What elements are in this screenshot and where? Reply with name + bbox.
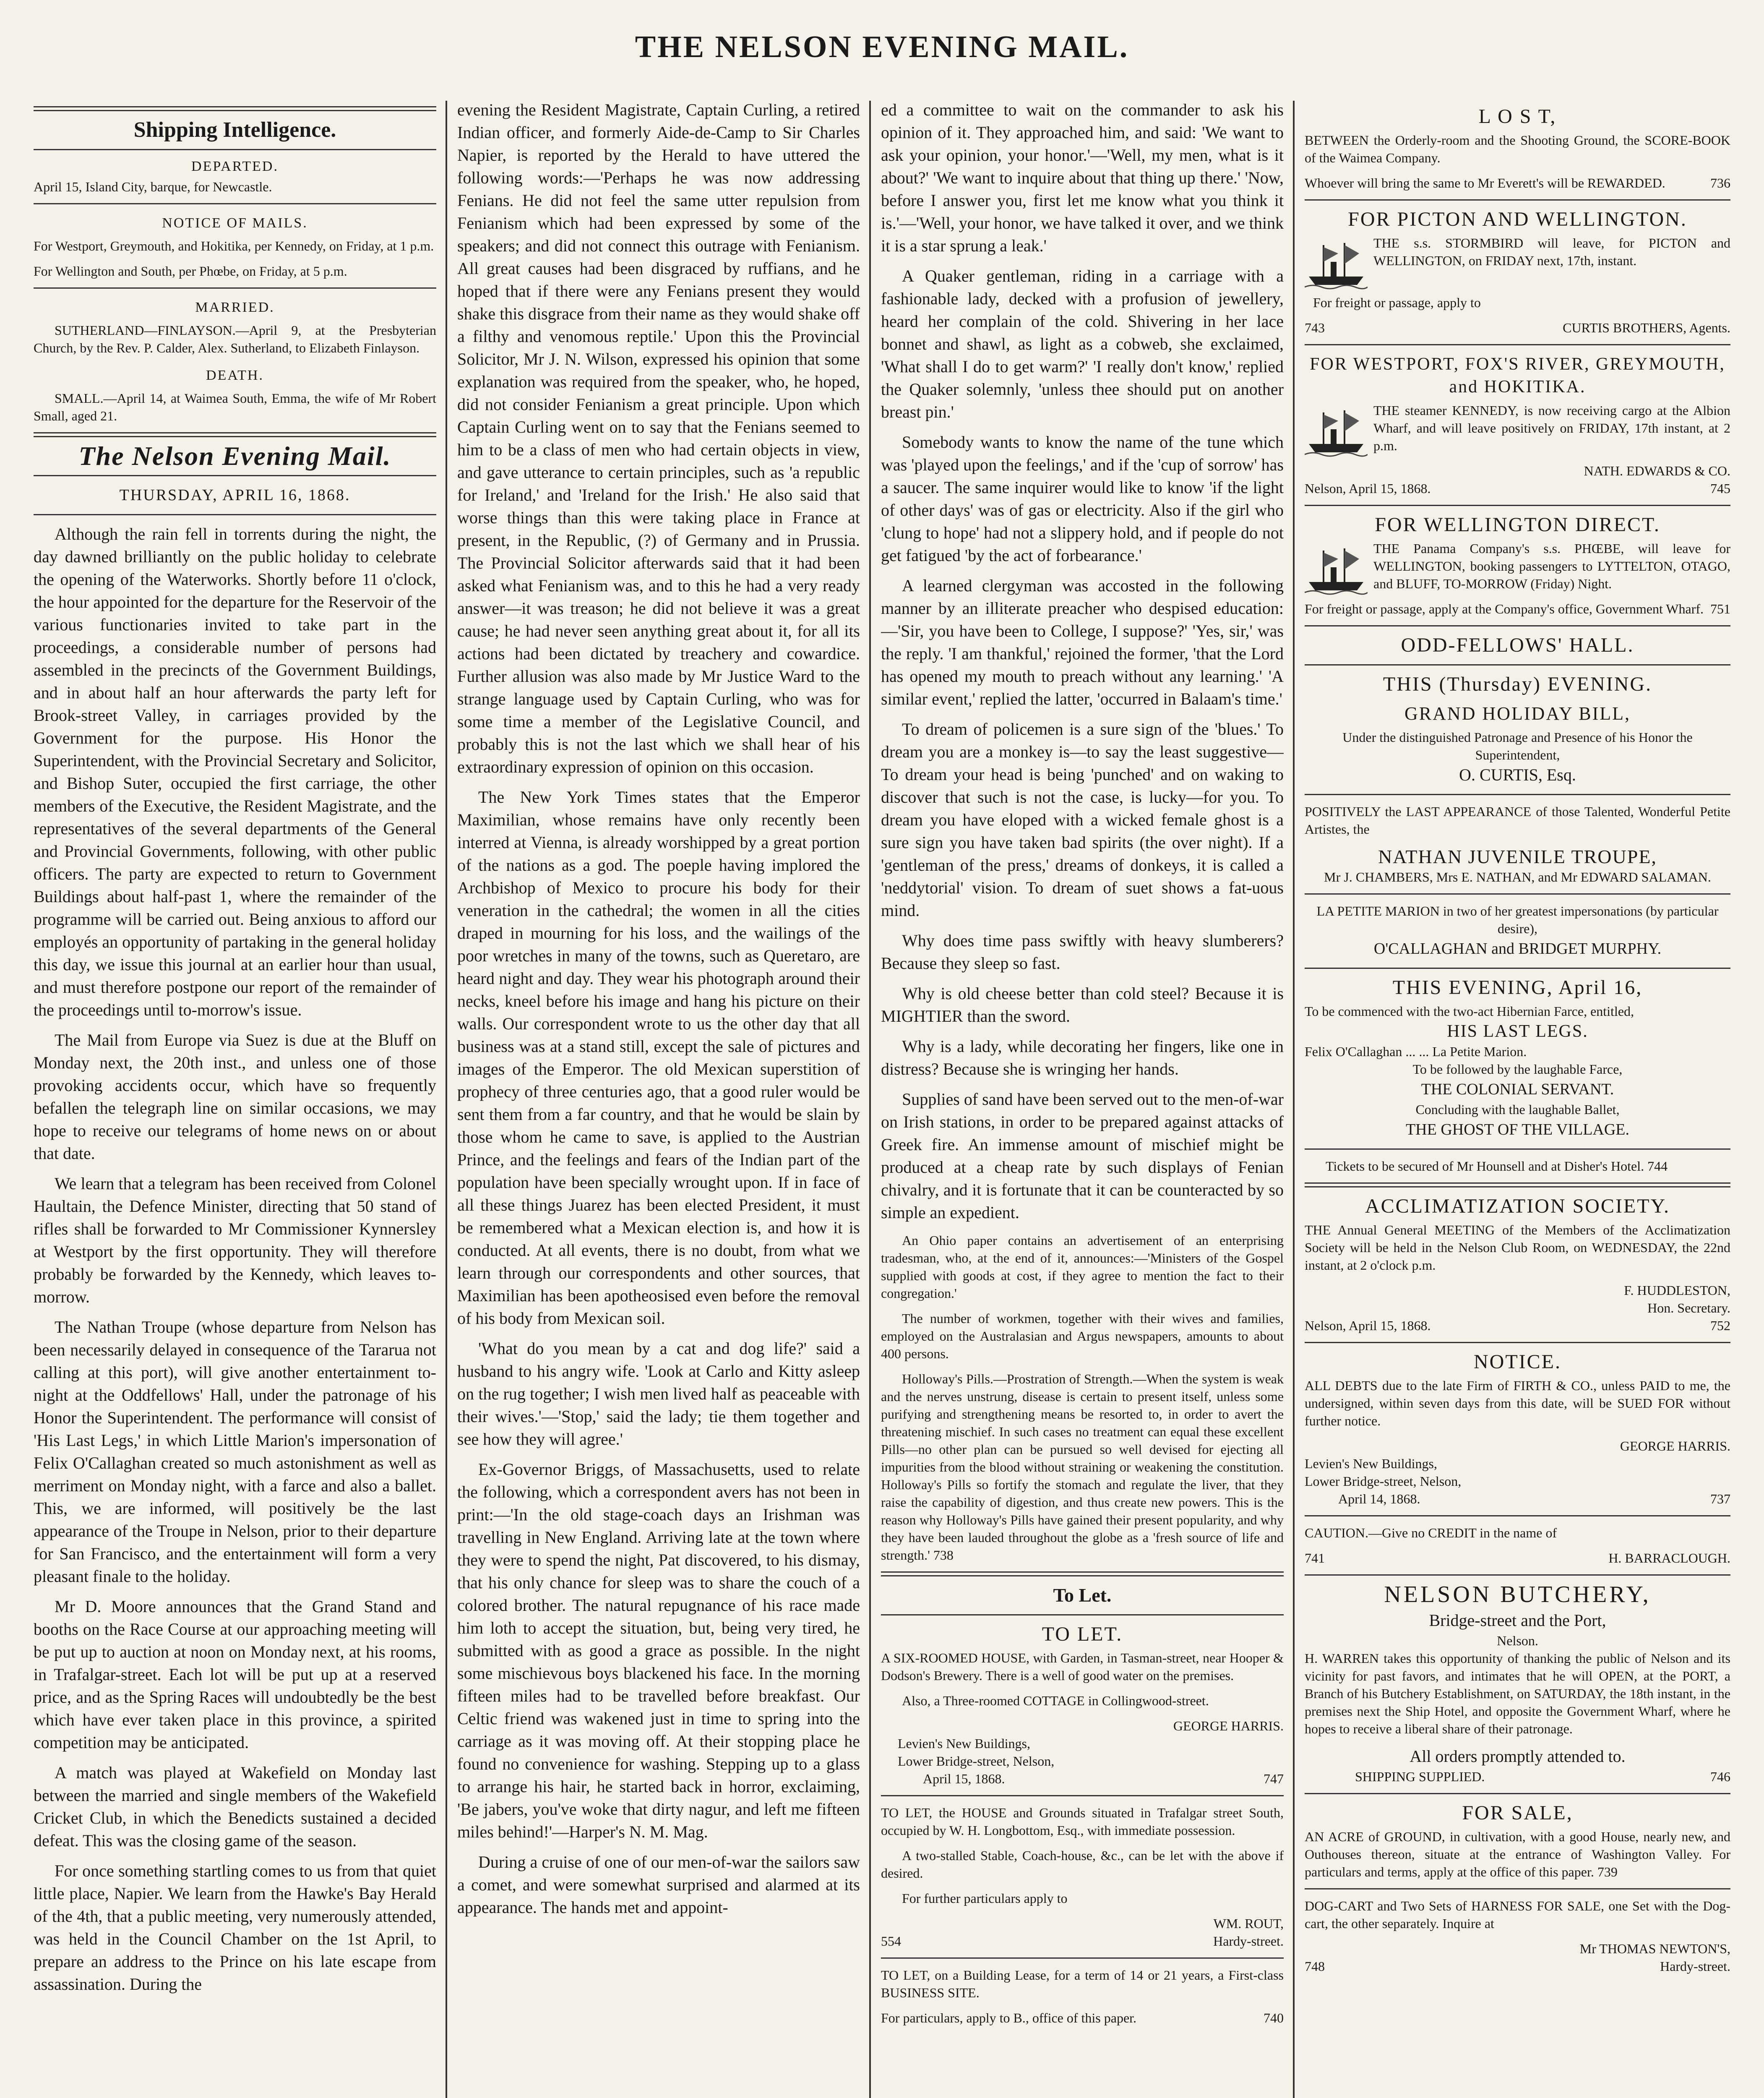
ad-text: TO LET, on a Building Lease, for a term of 14 or 21 years, a First-class BUSINESS SITE. [881,1968,1284,2000]
ad-text: DOG-CART and Two Sets of HARNESS FOR SALE, one Set with the Dog-cart, the other separately. Inquire at [1305,1898,1730,1931]
ad-signature: WM. ROUT, [1213,1916,1284,1931]
column-rule [869,101,871,2098]
ad-text: TO LET, the HOUSE and Grounds situated in Trafalgar street South, occupied by W. H. Longbottom, Esq., with immediate possession. [881,1805,1284,1838]
curtis-line: O. CURTIS, Esq. [1459,765,1576,784]
article-paragraph: The number of workmen, together with their wives and families, employed on the Australasian and Argus newspapers, amounts to about 400 persons. [881,1311,1284,1361]
article-paragraph: We learn that a telegram has been received from Colonel Haultain, the Defence Minister, directing that 50 stand of rifles shall be forwarded to Mr Commissioner Kynnersley at Westport by the first opportunity. They will therefore probably be forwarded by the Kennedy, which leaves to-morrow. [34,1174,436,1306]
ad-signature-title: Hon. Secretary. [1647,1300,1730,1315]
ad-footer: April 15, 1868. 747 [881,1770,1284,1787]
rule [34,287,436,289]
ad-number: 748 [1305,1959,1325,1974]
rule [881,1795,1284,1796]
ad-footer: Nelson, April 15, 1868. 752 [1305,1317,1730,1334]
article-paragraph: Ex-Governor Briggs, of Massachusetts, used to relate the following, which a correspondent avers has not been in print:—'In the old stage-coach days an Irishman was travelling in New England. Arriving late at the town where they were to spend the night, Pat discovered, to his dismay, that his only chance for sleep was to share the couch of a colored brother. The natural repugnance of his race made him loth to accept the situation, but, being very tired, he submitted with as good a grace as possible. In the night some mischievous boys blackened his face. In the morning fifteen miles had to be travelled before breakfast. Our Celtic friend was wakened just in time to spring into the carriage as it was moving off. At their stopping place he found no convenience for washing. Stepping up to a glass to arrange his hair, he started back in horror, exclaiming, 'Be jabers, you've woke that dirty nagur, and left me fifteen miles behind!'—Harper's N. M. Mag. [457,1460,860,1841]
rule [1305,794,1730,795]
article-paragraph: The Mail from Europe via Suez is due at the Bluff on Monday next, the 20th inst., and unless one of those provoking accidents occur, which have so frequently befallen the telegraph line on similar occasions, we may hope to receive our telegrams of home news on or about that date. [34,1031,436,1163]
this-evening-line: THIS EVENING, April 16, [1392,976,1643,999]
rule [881,1957,1284,1959]
mails-text: For Wellington and South, per Phœbe, on Friday, at 5 p.m. [34,264,347,279]
article-paragraph: A learned clergyman was accosted in the following manner by an illiterate preacher who despised education:—'Sir, you have been to College, I suppose?' 'Yes, sir,' was the reply. 'I am thankful,' rejoined the former, 'that the Lord has opened my mouth to preach without any learning.' 'A similar event,' replied the latter, 'occurred in Balaam's time.' [881,576,1284,708]
concluding-line: Concluding with the laughable Ballet, [1415,1102,1620,1117]
steamship-icon [1305,542,1368,597]
to-let-heading: TO LET. [1042,1623,1123,1645]
article-paragraph: 'What do you mean by a cat and dog life?' said a husband to his angry wife. 'Look at Carlo and Kitty asleep on the rug together; I wish men lived half as peaceable with their wives.'—'Stop,' said the lady; tie them together and see how they will agree.' [457,1339,860,1448]
rule [34,475,436,476]
ad-address: Levien's New Buildings, [1305,1456,1437,1471]
ad-number: 747 [1264,1771,1284,1786]
ad-number: 738 [933,1547,954,1563]
ad-signature: F. HUDDLESTON, [1624,1283,1730,1298]
steamship-icon [1305,404,1368,459]
wellington-heading: FOR WELLINGTON DIRECT. [1375,514,1660,536]
holloway-ad: Holloway's Pills.—Prostration of Strength.—When the system is weak and the nerves unstrung, disease is certain to present itself, unless some purifying and strengthening means be resorted to, in order to avert the threatening mischief. In such cases no treatment can equal these excellent Pills—no other plan can be pursued so well devised for ejecting all impurities from the blood without straining or weakening the constitution. Holloway's Pills so fortify the stomach and regulate the liver, that they raise the capability of digestion, and thus create new powers. This is the reason why Holloway's Pills have gained their present popularity, and why they have been lauded throughout the globe as a 'fresh source of life and strength.' 738 [881,1371,1284,1563]
ad-address: Levien's New Buildings, [898,1736,1030,1751]
column-4 [1305,99,1730,2098]
married-text: SUTHERLAND—FINLAYSON.—April 9, at the Presbyterian Church, by the Rev. P. Calder, Alex. Sutherland, to Elizabeth Finlayson. [34,323,436,355]
ad-number: 740 [1264,2010,1284,2025]
rule [1305,664,1730,665]
article-paragraph: The Nathan Troupe (whose departure from Nelson has been necessarily delayed in consequence of the Tararua not calling at this port), will give another entertainment to-night at the Oddfellows' Hall, under the patronage of his Honor the Superintendent. The performance will consist of 'His Last Legs,' in which Little Marion's impersonation of Felix O'Callaghan created so much astonishment as well as merriment on Monday night, with a farce and also a ballet. This, we are informed, will positively be the last appearance of the Troupe in Nelson, prior to their departure for San Francisco, and the entertainment will form a very pleasant finale to the holiday. [34,1318,436,1586]
butchery-heading: NELSON BUTCHERY, [1384,1581,1651,1607]
rule [34,432,436,437]
article-paragraph: During a cruise of one of our men-of-war the sailors saw a comet, and were somewhat surprised and alarmed at its appearance. The hands met and appoint- [457,1853,860,1917]
ad-signature: GEORGE HARRIS. [1173,1718,1284,1733]
departed-text: April 15, Island City, barque, for Newcastle. [34,179,272,194]
column-rule [446,101,447,2098]
shipping-heading: Shipping Intelligence. [133,118,336,142]
sale-heading: FOR SALE, [1462,1802,1573,1824]
article-paragraph: Why is a lady, while decorating her fingers, like one in distress? Because she is wringing her hands. [881,1037,1284,1078]
ad-footer: 748 Hardy-street. [1305,1957,1730,1975]
ad-number: 746 [1710,1769,1730,1784]
ad-footer: Whoever will bring the same to Mr Everett's will be REWARDED. 736 [1305,174,1730,192]
rule [881,1614,1284,1615]
ad-footer: For freight or passage, apply at the Company's office, Government Wharf. 751 [1305,600,1730,618]
ad-footer: 554 Hardy-street. [881,1932,1284,1950]
article-paragraph: Supplies of sand have been served out to the men-of-war on Irish stations, in order to be prepared against attacks of Greek fire. An immense amount of mischief might be produced at a cheap rate by such displays of Fenian chivalry, and it is fortunate that it can be counteracted by so simple an expedient. [881,1090,1284,1222]
ad-text: POSITIVELY the LAST APPEARANCE of those Talented, Wonderful Petite Artistes, the [1305,804,1730,837]
marion-line: LA PETITE MARION in two of her greatest impersonations (by particular desire), [1316,903,1719,936]
ad-text: THE s.s. STORMBIRD will leave, for PICTON and WELLINGTON, on FRIDAY next, 17th, instant. [1373,235,1730,268]
rule [881,1571,1284,1576]
ad-text: ALL DEBTS due to the late Firm of FIRTH & CO., unless PAID to me, the undersigned, within seven days from this date, will be SUED FOR without further notice. [1305,1378,1730,1428]
article-paragraph: To dream of policemen is a sure sign of the 'blues.' To dream you are a monkey is—to say the least suggestive—To dream your head is being 'punched' and on waking to discover that such is not the case, is lucky—for you. To dream you have eloped with a wicked female ghost is a sure sign you have taken bad spirits (the over night). If a 'gentleman of the press,' dreams of donkeys, it is called a 'neddytorial' vision. To dream of suet shows a fat-uous mind. [881,720,1284,920]
hall-heading: ODD-FELLOWS' HALL. [1401,634,1634,656]
column-1 [34,99,436,2098]
ad-number: 739 [1597,1864,1618,1879]
rule [1305,344,1730,345]
rule [34,514,436,515]
married-heading: MARRIED. [195,300,275,315]
rule [1305,1515,1730,1516]
commence-line: To be commenced with the two-act Hibernian Farce, entitled, [1305,1004,1634,1019]
rule [1305,1342,1730,1343]
death-text: SMALL.—April 14, at Waimea South, Emma, the wife of Mr Robert Small, aged 21. [34,391,436,423]
rule [1305,1574,1730,1576]
rule [1305,1182,1730,1187]
article-paragraph: Why is old cheese better than cold steel? Because it is MIGHTIER than the sword. [881,984,1284,1026]
article-paragraph: ed a committee to wait on the commander to ask his opinion of it. They approached him, and said: 'We want to ask your opinion, your honor.'—'Well, my men, what is it about?' 'We want to inquire about that thing up there.' 'Now, before I answer you, first let me know what you think it is.'—'Well, your honor, we have talked it over, and we think it is a star sprung a leak.' [881,100,1284,255]
ad-signature: GEORGE HARRIS. [1620,1438,1730,1453]
acclimatization-heading: ACCLIMATIZATION SOCIETY. [1365,1195,1670,1217]
article-paragraph: Somebody wants to know the name of the tune which was 'played upon the feelings,' and if the 'cup of sorrow' has a saucer. The same inquirer would like to know 'if the light of other days' was of gas or electricity. Also if the girl who 'clung to hope' had not a slippery hold, and if people do not get fatigued 'by the act of forbearance.' [881,433,1284,565]
rule [1305,505,1730,506]
orders-line: All orders promptly attended to. [1410,1747,1626,1766]
rule [34,106,436,111]
ad-number: 744 [1647,1159,1668,1174]
ad-number: 737 [1710,1491,1730,1506]
ad-signature: Mr THOMAS NEWTON'S, [1579,1941,1730,1956]
ad-text: For freight or passage, apply to [1313,295,1481,310]
patronage-line: Under the distinguished Patronage and Presence of his Honor the Superintendent, [1342,730,1693,762]
masthead: THE NELSON EVENING MAIL. [635,30,1129,64]
ad-text: AN ACRE of GROUND, in cultivation, with a good House, nearly new, and Outhouses thereon, situate at the entrance of Washington Valley. For particulars and terms, apply at the office of this paper. 739 [1305,1829,1730,1879]
butchery-subheading: Bridge-street and the Port, [1429,1611,1606,1630]
death-heading: DEATH. [206,368,264,383]
ad-address: Lower Bridge-street, Nelson, [1305,1474,1462,1489]
ad-signature: NATH. EDWARDS & CO. [1584,463,1730,478]
steamship-icon [1305,237,1368,291]
picton-heading: FOR PICTON AND WELLINGTON. [1348,208,1687,230]
performers-line: Mr J. CHAMBERS, Mrs E. NATHAN, and Mr EDWARD SALAMAN. [1324,869,1711,885]
colonial-line: THE COLONIAL SERVANT. [1421,1080,1614,1098]
dateline: THURSDAY, APRIL 16, 1868. [119,486,351,504]
ad-text: THE Panama Company's s.s. PHŒBE, will leave for WELLINGTON, booking passengers to LYTTELTON, OTAGO, and BLUFF, TO-MORROW (Friday) Night. [1373,541,1730,591]
ad-number: 751 [1710,601,1730,616]
evening-line: THIS (Thursday) EVENING. [1383,673,1652,695]
article-paragraph: The New York Times states that the Emperor Maximilian, whose remains have only recently been interred at Vienna, is already worshipped by a great portion of the nations as a god. The poeple having implored the Archbishop of Mexico to procure his body for their veneration in the cathedral; the women in all the cities draped in mourning for his loss, and the wailings of the poor wretches in many of the towns, such as Queretaro, are heard night and day. They wear his photograph around their necks, kneel before his image and hang his picture on their walls. Our correspondent wrote to us the other day that all business was at a stand still, except the sale of pictures and images of the Emperor. The old Mexican superstition of prophecy of three centuries ago, that a good ruler would be sent them from a far country, and that he would be slain by those whom he came to save, is applied to the Austrian Prince, and the feelings and fears of the Indian part of the population have been specially wrought upon. If in face of all these things Juarez has been elected President, it must be remembered what a Mexican election is, and how it is conducted. At all events, there is no doubt, from what we learn through our correspondents and other sources, that Maximilian has been apotheosised even before the removal of his body from Mexican soil. [457,788,860,1328]
characters-line: O'CALLAGHAN and BRIDGET MURPHY. [1373,940,1662,958]
bill-line: GRAND HOLIDAY BILL, [1404,703,1631,724]
column-3 [881,99,1284,2098]
rule [1305,1793,1730,1794]
ad-text: THE steamer KENNEDY, is now receiving cargo at the Albion Wharf, and will leave positively on FRIDAY, 17th instant, at 2 p.m. [1373,403,1730,453]
butchery-subheading: Nelson. [1497,1633,1538,1648]
mails-heading: NOTICE OF MAILS. [162,215,308,231]
mails-text: For Westport, Greymouth, and Hokitika, per Kennedy, on Friday, at 1 p.m. [34,238,434,253]
felix-line: Felix O'Callaghan ... ... La Petite Marion. [1305,1044,1527,1059]
ad-number: 736 [1710,175,1730,190]
ad-footer: Nelson, April 15, 1868. 745 [1305,480,1730,497]
ad-address: Lower Bridge-street, Nelson, [898,1754,1055,1769]
column-rule [1293,101,1295,2098]
ad-text: BETWEEN the Orderly-room and the Shooting Ground, the SCORE-BOOK of the Waimea Company. [1305,133,1730,165]
rule [1305,968,1730,969]
ad-text: For further particulars apply to [902,1891,1068,1906]
ad-footer: April 14, 1868. 737 [1305,1490,1730,1508]
rule [1305,625,1730,626]
article-paragraph: Mr D. Moore announces that the Grand Stand and booths on the Race Course at our approaching meeting will be put up to auction at noon on Monday next, at his rooms, in Trafalgar-street. Each lot will be put up at a reserved price, and as the Spring Races will undoubtedly be the best which have ever taken place in this province, a spirited competition may be anticipated. [34,1597,436,1752]
ad-text: A two-stalled Stable, Coach-house, &c., can be let with the above if desired. [881,1848,1284,1881]
paper-title: The Nelson Evening Mail. [78,441,391,471]
to-let-section-heading: To Let. [1053,1584,1112,1606]
troupe-line: NATHAN JUVENILE TROUPE, [1378,846,1657,867]
rule [1305,1148,1730,1150]
article-paragraph: evening the Resident Magistrate, Captain Curling, a retired Indian officer, and formerly Aide-de-Camp to Sir Charles Napier, is reported by the Herald to have uttered the following words:—'Perhaps he was now addressing Fenians. He did not feel the same utter repulsion from Fenianism which had been expressed by some of the speakers; and did not connect this outrage with Fenianism. All great causes had been disgraced by ruffians, and he hoped that if there were any Fenians present they would shake this disgrace from their name as they would shake off a filthy and venomous reptile.' Upon this the Provincial Solicitor, Mr J. N. Wilson, expressed his opinion that some explanation was required from the speaker, who, he hoped, did not consider Fenianism a great principle. Upon which Captain Curling went on to say that the Fenians seemed to him to be a class of men who had certain objects in view, and gave utterance to certain principles, such as 'a republic for Ireland,' and 'Ireland for the Irish.' He also said that worse things than this were taking place in France at present, in the Republic, (?) of Germany and in Prussia. The Provincial Solicitor afterwards said that it had been asked what Fenianism was, and to this he had a very ready answer—it was treason; he did not believe it was a great cause; he had never seen anything great about it, for all its actions had been dictated by treachery and cowardice. Further allusion was also made by Mr Justice Ward to the strange language used by Captain Curling, who was for some time a member of the Legislative Council, and probably this is not the last which we shall hear of his extraordinary expression of opinion on this occasion. [457,100,860,776]
lost-heading: L O S T, [1478,105,1557,128]
caution-text: CAUTION.—Give no CREDIT in the name of [1305,1525,1557,1540]
ad-text: Tickets to be secured of Mr Hounsell and at Disher's Hotel. 744 [1326,1159,1668,1174]
ghost-line: THE GHOST OF THE VILLAGE. [1405,1121,1630,1138]
rule [34,203,436,204]
ad-footer: For particulars, apply to B., office of this paper. 740 [881,2009,1284,2027]
westport-heading: FOR WESTPORT, FOX'S RIVER, GREYMOUTH, and HOKITIKA. [1310,355,1725,397]
ad-text: Also, a Three-roomed COTTAGE in Collingwood-street. [902,1693,1209,1708]
article-paragraph: A Quaker gentleman, riding in a carriage with a fashionable lady, decked with a profusion of jewellery, heard her complain of the cold. Shivering in her lace bonnet and shawl, as light as a cobweb, she exclaimed, 'What shall I do to get warm?' 'I really don't know,' replied the Quaker solemnly, 'unless thee should put on another breast pin.' [881,266,1284,421]
ad-text: THE Annual General MEETING of the Members of the Acclimatization Society will be held in the Nelson Club Room, on WEDNESDAY, the 22nd instant, at 2 o'clock p.m. [1305,1222,1730,1273]
rule [34,149,436,150]
ad-number: 743 [1305,320,1325,335]
ad-footer: SHIPPING SUPPLIED. 746 [1305,1768,1730,1785]
ad-footer: 741 H. BARRACLOUGH. [1305,1549,1730,1567]
departed-heading: DEPARTED. [191,159,279,174]
ad-text: H. WARREN takes this opportunity of thanking the public of Nelson and its vicinity for past favors, and intimates that he will OPEN, at the PORT, a Branch of his Butchery Establishment, on SATURDAY, the 18th instant, in the premises next the Ship Hotel, and opposite the Government Wharf, where he hopes to receive a liberal share of their patronage. [1305,1651,1730,1736]
column-2 [457,99,860,2098]
article-paragraph: An Ohio paper contains an advertisement of an enterprising tradesman, who, at the end of it, announces:—'Ministers of the Gospel supplied with goods at cost, if they agree to mention the fact to their congregation.' [881,1233,1284,1301]
last-legs-line: HIS LAST LEGS. [1447,1022,1588,1041]
article-paragraph: For once something startling comes to us from that quiet little place, Napier. We learn from the Hawke's Bay Herald of the 4th, that a public meeting, very numerously attended, was held in the Council Chamber on the 1st April, to prepare an address to the Prince on his late escape from assassination. During the [34,1861,436,1994]
article-paragraph: A match was played at Wakefield on Monday last between the married and single members of the Wakefield Cricket Club, in which the Benedicts sustained a decided defeat. This was the closing game of the season. [34,1763,436,1850]
ad-text: A SIX-ROOMED HOUSE, with Garden, in Tasman-street, near Hooper & Dodson's Brewery. There is a well of good water on the premises. [881,1650,1284,1683]
ad-number: 741 [1305,1550,1325,1566]
rule [1305,199,1730,201]
notice-heading: NOTICE. [1474,1351,1561,1373]
ad-number: 745 [1710,481,1730,496]
rule [1305,1888,1730,1889]
article-paragraph: Why does time pass swiftly with heavy slumberers? Because they sleep so fast. [881,931,1284,973]
followed-line: To be followed by the laughable Farce, [1412,1062,1623,1077]
ad-number: 554 [881,1934,901,1949]
rule [1305,893,1730,895]
ad-footer: 743 CURTIS BROTHERS, Agents. [1305,319,1730,337]
ad-number: 752 [1710,1318,1730,1333]
article-paragraph: Although the rain fell in torrents during the night, the day dawned brilliantly on the public holiday to celebrate the opening of the Waterworks. Shortly before 11 o'clock, the hour appointed for the departure for the Reservoir of the various functionaries invited to take part in the proceedings, a considerable number of persons had assembled in the precincts of the Government Buildings, and in about half an hour afterwards the party left for Brook-street Valley, in carriages provided by the Government for the purpose. His Honor the Superintendent, with the Provincial Secretary and Solicitor, and Bishop Suter, occupied the first carriage, the other members of the Executive, the Resident Magistrate, and the representatives of the several departments of the General and Provincial Governments, following, with other public officers. The party are expected to return to Government Buildings about half-past 1, where the remainder of the programme will be carried out. Being anxious to afford our employés an opportunity of partaking in the general holiday this day, we issue this journal at an earlier hour than usual, and must therefore postpone our report of the remainder of the proceedings until to-morrow's issue. [34,524,436,1019]
